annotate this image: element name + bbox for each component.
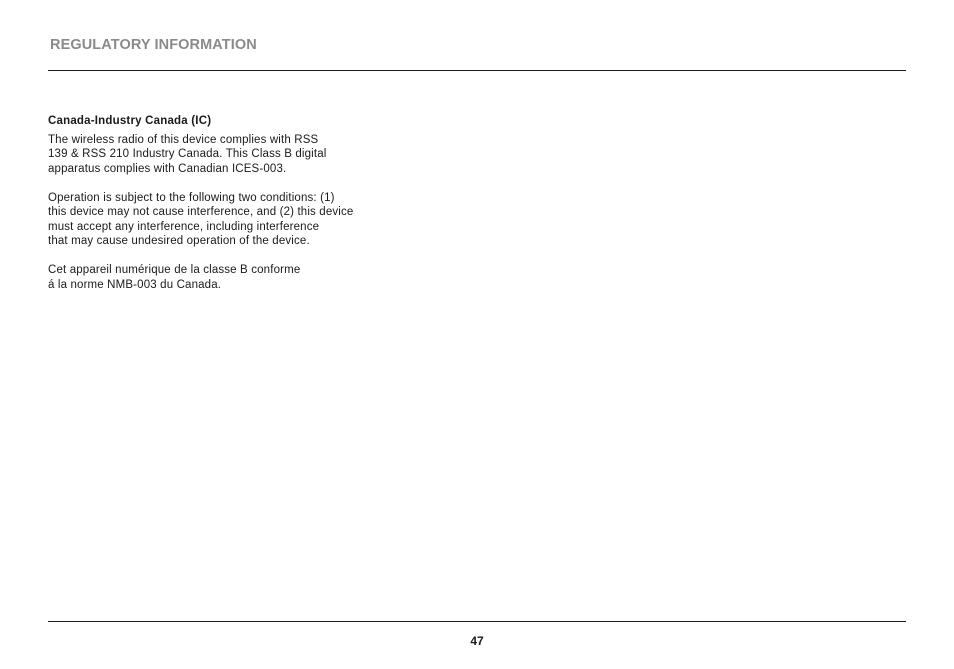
page-number: 47 <box>470 634 484 648</box>
header-divider <box>48 70 906 71</box>
main-content <box>48 114 428 307</box>
paragraph-compliance <box>48 133 428 177</box>
text-line: Operation is subject to the following two conditions: (1) <box>48 191 335 204</box>
text-line: must accept any interference, including interference <box>48 220 320 233</box>
text-line: apparatus complies with Canadian ICES-003. <box>48 162 287 175</box>
section-heading: Canada-Industry Canada (IC) <box>48 115 212 127</box>
text-line: that may cause undesired operation of the device. <box>48 235 310 247</box>
page-header-title: REGULATORY INFORMATION <box>50 37 257 53</box>
text-line: this device may not cause interference, and (2) this device <box>48 206 354 218</box>
paragraph-french-statement <box>48 263 428 292</box>
text-line: Cet appareil numérique de la classe B conforme <box>48 264 301 276</box>
text-line: á la norme NMB-003 du Canada. <box>48 278 222 291</box>
footer-divider <box>48 621 906 622</box>
text-line: 139 & RSS 210 Industry Canada. This Class B digital <box>48 148 327 160</box>
paragraph-operation-conditions <box>48 191 428 249</box>
text-line: The wireless radio of this device complies with RSS <box>48 133 319 146</box>
